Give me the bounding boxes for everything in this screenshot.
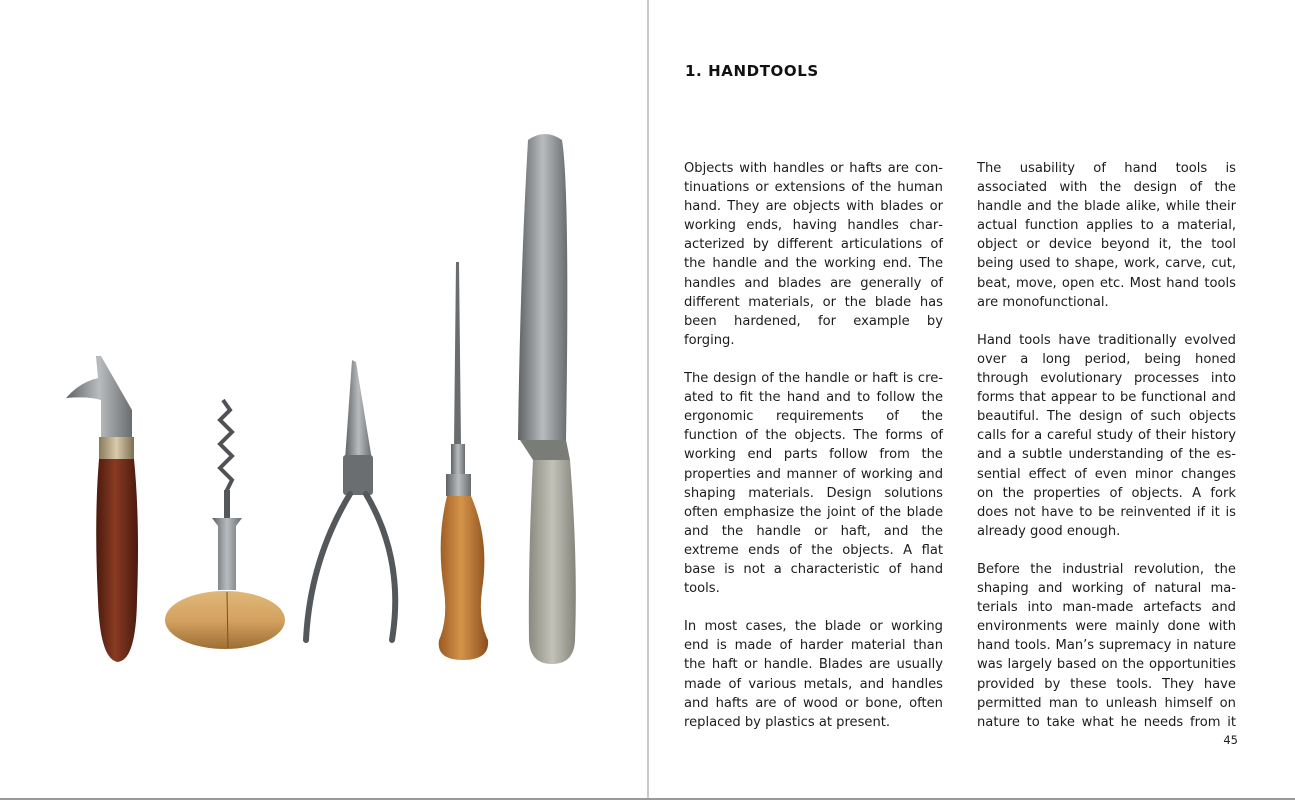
corkscrew-illustration (165, 400, 285, 649)
text-column-left (684, 159, 943, 732)
paragraph: In most cases, the blade or working end is made of harder material than the haft or handle. Blades are usually made of various metals, and handles and hafts are of wood or bone, often replaced by plastics at present. (684, 619, 943, 730)
hand-tools-photo (40, 120, 620, 700)
chapter-title: 1. HANDTOOLS (685, 62, 819, 80)
left-page (0, 0, 647, 798)
knife-illustration (518, 134, 576, 664)
page-number: 45 (1223, 733, 1238, 747)
paragraph: Objects with handles or hafts are continuations or extensions of the human hand. They are objects with blades or working ends, having handles characterized by different articulations of the handle and the working end. The handles and blades are generally of different materials, or the blade has been hardened, for example by forging. (684, 161, 943, 348)
pliers-illustration (306, 360, 395, 640)
paragraph: The usability of hand tools is associated with the design of the handle and the blade alike, while their actual function applies to a material, object or device beyond it, the tool being used to shape, work, carve, cut, beat, move, open etc. Most hand tools are monofunctional. (977, 161, 1236, 310)
paragraph: Before the industrial revolution, the shaping and working of natural materials into man-made artefacts and environments were mainly done with hand tools. Man’s supremacy in nature was largely based on the opportunities provided by these tools. They have permitted man to unleash himself on nature to take what he needs from it (977, 561, 1236, 730)
text-column-right (977, 159, 1236, 732)
awl-illustration (439, 262, 488, 660)
paragraph: The design of the handle or haft is created to fit the hand and to follow the ergonomic requirements of the function of the objects. The forms of working end parts follow from the properties and manner of working and shaping materials. Design solutions often emphasize the joint of the blade and the handle or haft, and the extreme ends of the objects. A flat base is not a characteristic of hand tools. (684, 371, 943, 597)
bottle-opener-illustration (66, 356, 138, 662)
paragraph: Hand tools have traditionally evolved over a long period, being honed through evolutionary processes into forms that appear to be functional and beautiful. The design of such objects calls for a careful study of their history and a subtle understanding of the essential effect of even minor changes on the properties of objects. A fork does not have to be reinvented if it is already good enough. (977, 332, 1236, 539)
